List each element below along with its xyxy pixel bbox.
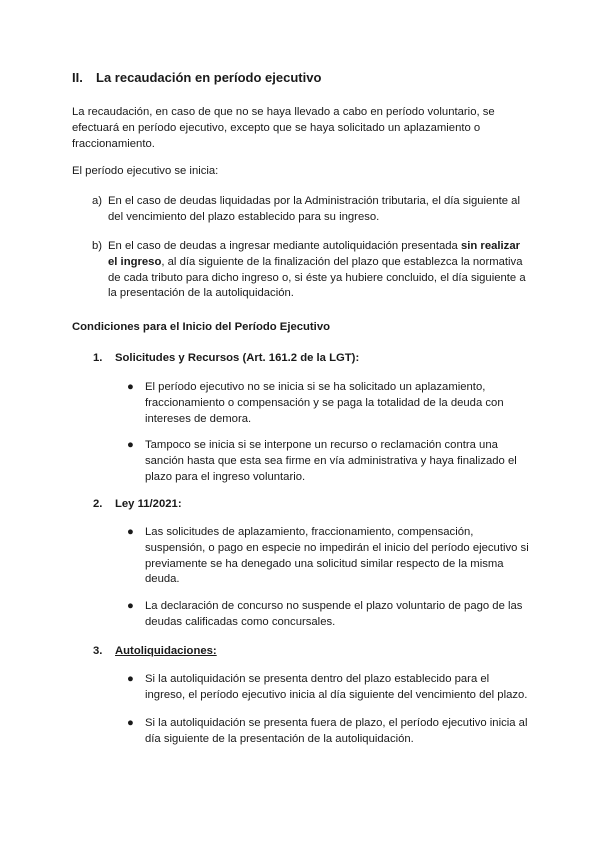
list-item — [127, 672, 532, 704]
list-item — [127, 599, 532, 631]
list-item — [127, 716, 532, 748]
case-text — [108, 239, 532, 302]
list-item — [127, 525, 532, 588]
section-number: II. — [72, 70, 83, 85]
item-title: Solicitudes y Recursos (Art. 161.2 de la LGT): — [115, 352, 360, 364]
condition-item-2-title — [93, 497, 182, 513]
case-text-part: , al día siguiente de la finalización del plazo que establezca la normativa de cada tributo para dicho ingreso o, si éste ya hubiere concluido, el día siguiente a la presentación de la autoliquidación. — [108, 255, 526, 300]
bullet-icon: ● — [127, 600, 134, 612]
case-item-a — [92, 194, 532, 226]
bullet-icon: ● — [127, 673, 134, 685]
intro-paragraph: La recaudación, en caso de que no se haya llevado a cabo en período voluntario, se efectuará en período ejecutivo, excepto que se haya solicitado un aplazamiento o fraccionamiento. — [72, 106, 495, 150]
start-sentence: El período ejecutivo se inicia: — [72, 165, 219, 177]
bullet-text: La declaración de concurso no suspende el plazo voluntario de pago de las deudas calificadas como concursales. — [145, 600, 523, 628]
case-label: a) — [92, 195, 103, 207]
section-heading — [72, 70, 321, 86]
bullet-text: Las solicitudes de aplazamiento, fraccionamiento, compensación, suspensión, o pago en especie no impedirán el inicio del período ejecutivo si previamente se ha denegado una solicitud similar respecto de la misma deuda. — [145, 526, 529, 586]
item-number: 1. — [93, 352, 103, 364]
conditions-title: Condiciones para el Inicio del Período Ejecutivo — [72, 321, 331, 333]
item-number: 3. — [93, 645, 103, 657]
bullet-text: Tampoco se inicia si se interpone un recurso o reclamación contra una sanción hasta que esta sea firme en vía administrativa y haya finalizado el plazo para el ingreso voluntario. — [145, 439, 517, 483]
bullet-text: El período ejecutivo no se inicia si se ha solicitado un aplazamiento, fraccionamiento o compensación y se paga la totalidad de la deuda con intereses de demora. — [145, 381, 504, 425]
list-item — [127, 438, 532, 485]
case-text-part: En el caso de deudas a ingresar mediante autoliquidación presentada — [108, 240, 461, 252]
bullet-icon: ● — [127, 439, 134, 451]
section-title: La recaudación en período ejecutivo — [96, 70, 322, 85]
bullet-icon: ● — [127, 381, 134, 393]
item-number: 2. — [93, 498, 103, 510]
bullet-text: Si la autoliquidación se presenta dentro del plazo establecido para el ingreso, el período ejecutivo inicia al día siguiente del vencimiento del plazo. — [145, 673, 528, 701]
list-item — [127, 380, 532, 427]
case-item-b — [92, 239, 532, 302]
bullet-icon: ● — [127, 526, 134, 538]
bullet-icon: ● — [127, 717, 134, 729]
case-text: En el caso de deudas liquidadas por la Administración tributaria, el día siguiente al del vencimiento del plazo establecido para su ingreso. — [108, 195, 520, 223]
condition-item-3-title — [93, 644, 217, 660]
item-title: Autoliquidaciones: — [115, 645, 217, 657]
case-label: b) — [92, 240, 103, 252]
case-text-bold: sin realizar el ingreso — [108, 240, 520, 268]
bullet-text: Si la autoliquidación se presenta fuera de plazo, el período ejecutivo inicia al día siguiente de la presentación de la autoliquidación. — [145, 717, 528, 745]
condition-item-1-title — [93, 351, 359, 367]
item-title: Ley 11/2021: — [115, 498, 182, 510]
